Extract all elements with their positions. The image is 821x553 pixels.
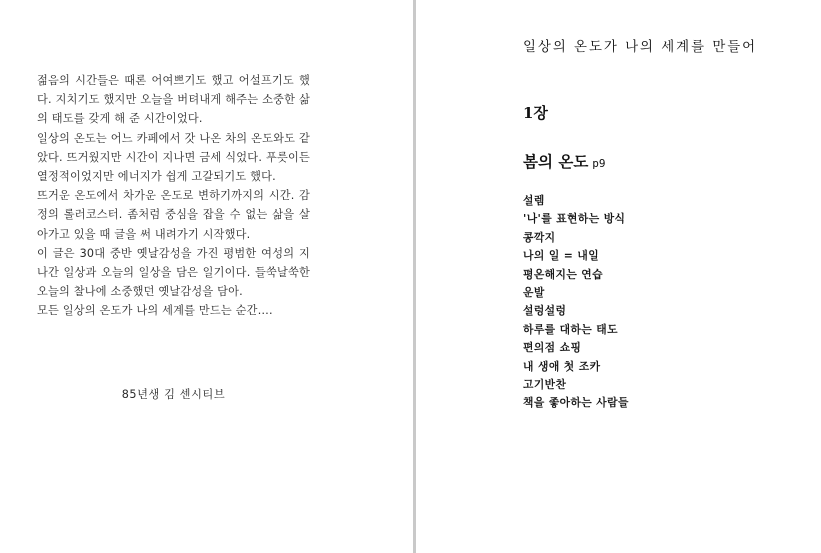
prologue-paragraph: 일상의 온도는 어느 카페에서 갓 나온 차의 온도와도 같았다. 뜨거웠지만 시간이 지나면 금세 식었다. 푸릇이든 열정적이었지만 에너지가 쉽게 고갈되기도 했다.: [37, 131, 310, 184]
page-gutter: [413, 0, 416, 553]
prologue-paragraph: 이 글은 30대 중반 옛날감성을 가진 평범한 여성의 지나간 일상과 오늘의 일상을 담은 일기이다. 들쑥날쑥한 오늘의 찰나에 소중했던 옛날감성을 담아.: [37, 246, 310, 299]
toc-item: 콩깍지: [523, 230, 556, 244]
toc-item: 하루를 대하는 태도: [523, 322, 618, 336]
toc-item: 책을 좋아하는 사람들: [523, 396, 629, 410]
toc-item: 평온해지는 연습: [523, 267, 603, 281]
table-of-contents: [523, 192, 629, 413]
toc-item: 내 생애 첫 조카: [523, 359, 601, 373]
author-signature: 85년생 김 센시티브: [121, 388, 226, 401]
prologue-paragraph: 모든 일상의 온도가 나의 세계를 만드는 순간….: [37, 304, 273, 318]
prologue-paragraph: 젊음의 시간들은 때론 어여쁘기도 했고 어설프기도 했다. 지치기도 했지만 오늘을 버텨내게 해주는 소중한 삶의 태도를 갖게 해 준 시간이었다.: [37, 74, 310, 126]
section-title: 봄의 온도: [523, 152, 589, 171]
toc-item: 나의 일 = 내일: [523, 249, 600, 263]
book-title: 일상의 온도가 나의 세계를 만들어: [523, 40, 758, 55]
toc-item: 운발: [523, 286, 545, 300]
prologue-text: [37, 71, 310, 321]
section-heading: [523, 150, 606, 172]
toc-item: 편의점 쇼핑: [523, 341, 582, 355]
right-page: [417, 0, 821, 553]
prologue-paragraph: 뜨거운 온도에서 차가운 온도로 변하기까지의 시간. 감정의 롤러코스터. 좀처럼 중심을 잡을 수 없는 삶을 살아가고 있을 때 글을 써 내려가기 시작했다.: [37, 189, 310, 241]
toc-item: 설렁설렁: [523, 304, 567, 318]
section-page-number: p9: [592, 157, 606, 170]
chapter-heading: 1장: [523, 104, 548, 122]
toc-item: 고기반찬: [523, 378, 567, 392]
toc-item: '나'를 표현하는 방식: [523, 212, 626, 226]
toc-item: 설렘: [523, 194, 545, 207]
